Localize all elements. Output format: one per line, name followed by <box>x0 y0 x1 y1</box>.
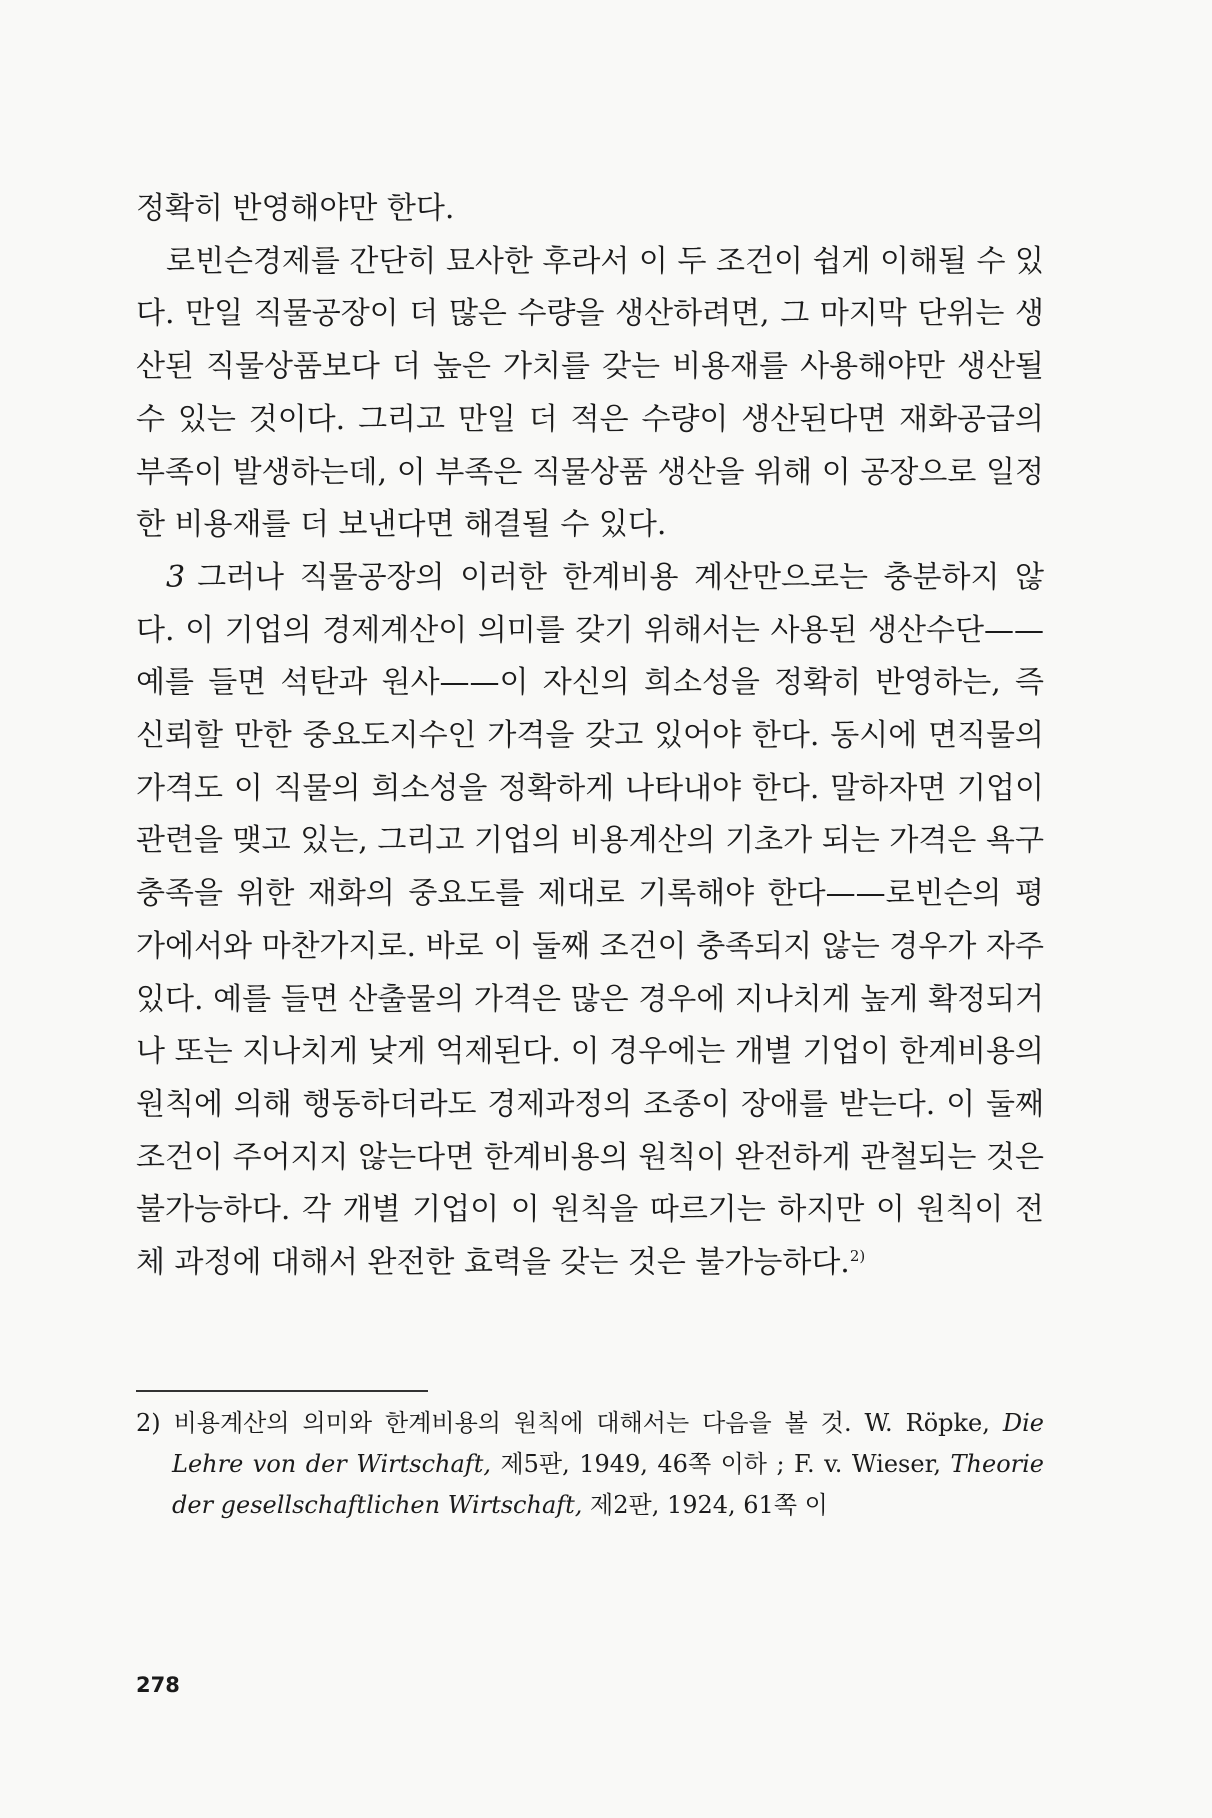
footnote-text: 제2판, 1924, 61쪽 이 <box>582 1491 828 1519</box>
main-text <box>136 183 1044 1290</box>
footnote <box>136 1403 1044 1526</box>
paragraph: 로빈슨경제를 간단히 묘사한 후라서 이 두 조건이 쉽게 이해될 수 있다. 만일 직물공장이 더 많은 수량을 생산하려면, 그 마지막 단위는 생산된 직물상품보다 더 높은 가치를 갖는 비용재를 사용해야만 생산될 수 있는 것이다. 그리고 만일 더 적은 수량이 생산된다면 재화공급의 부족이 발생하는데, 이 부족은 직물상품 생산을 위해 이 공장으로 일정한 비용재를 더 보낸다면 해결될 수 있다. <box>136 243 1044 543</box>
book-title: Die Lehre von der Wirtschaft, <box>172 1409 1044 1478</box>
paragraph-number: 3 <box>166 559 186 595</box>
paragraph-numbered <box>136 552 1044 1290</box>
footnote-reference[interactable]: 2) <box>849 1247 866 1266</box>
book-title: Theorie der gesellschaftlichen Wirtschaft, <box>172 1450 1044 1519</box>
page-number: 278 <box>136 1673 180 1697</box>
footnote-text: 비용계산의 의미와 한계비용의 원칙에 대해서는 다음을 볼 것. W. Röpke, <box>173 1409 1003 1437</box>
footnote-label: 2) <box>136 1409 161 1437</box>
paragraph-text: 그러나 직물공장의 이러한 한계비용 계산만으로는 충분하지 않다. 이 기업의 경제계산이 의미를 갖기 위해서는 사용된 생산수단——예를 들면 석탄과 원사——이 자신의 희소성을 정확히 반영하는, 즉 신뢰할 만한 중요도지수인 가격을 갖고 있어야 한다. 동시에 면직물의 가격도 이 직물의 희소성을 정확하게 나타내야 한다. 말하자면 기업이 관련을 맺고 있는, 그리고 기업의 비용계산의 기초가 되는 가격은 욕구충족을 위한 재화의 중요도를 제대로 기록해야 한다——로빈슨의 평가에서와 마찬가지로. 바로 이 둘째 조건이 충족되지 않는 경우가 자주 있다. 예를 들면 산출물의 가격은 많은 경우에 지나치게 높게 확정되거나 또는 지나치게 낮게 억제된다. 이 경우에는 개별 기업이 한계비용의 원칙에 의해 행동하더라도 경제과정의 조종이 장애를 받는다. 이 둘째 조건이 주어지지 않는다면 한계비용의 원칙이 완전하게 관철되는 것은 불가능하다. 각 개별 기업이 이 원칙을 따르기는 하지만 이 원칙이 전체 과정에 대해서 완전한 효력을 갖는 것은 불가능하다. <box>136 559 1044 1281</box>
footnote-text: 제5판, 1949, 46쪽 이하 ; F. v. Wieser, <box>490 1450 951 1478</box>
paragraph-continuation: 정확히 반영해야만 한다. <box>136 191 455 226</box>
footnotes <box>136 1403 1044 1526</box>
footnote-separator <box>136 1390 428 1392</box>
